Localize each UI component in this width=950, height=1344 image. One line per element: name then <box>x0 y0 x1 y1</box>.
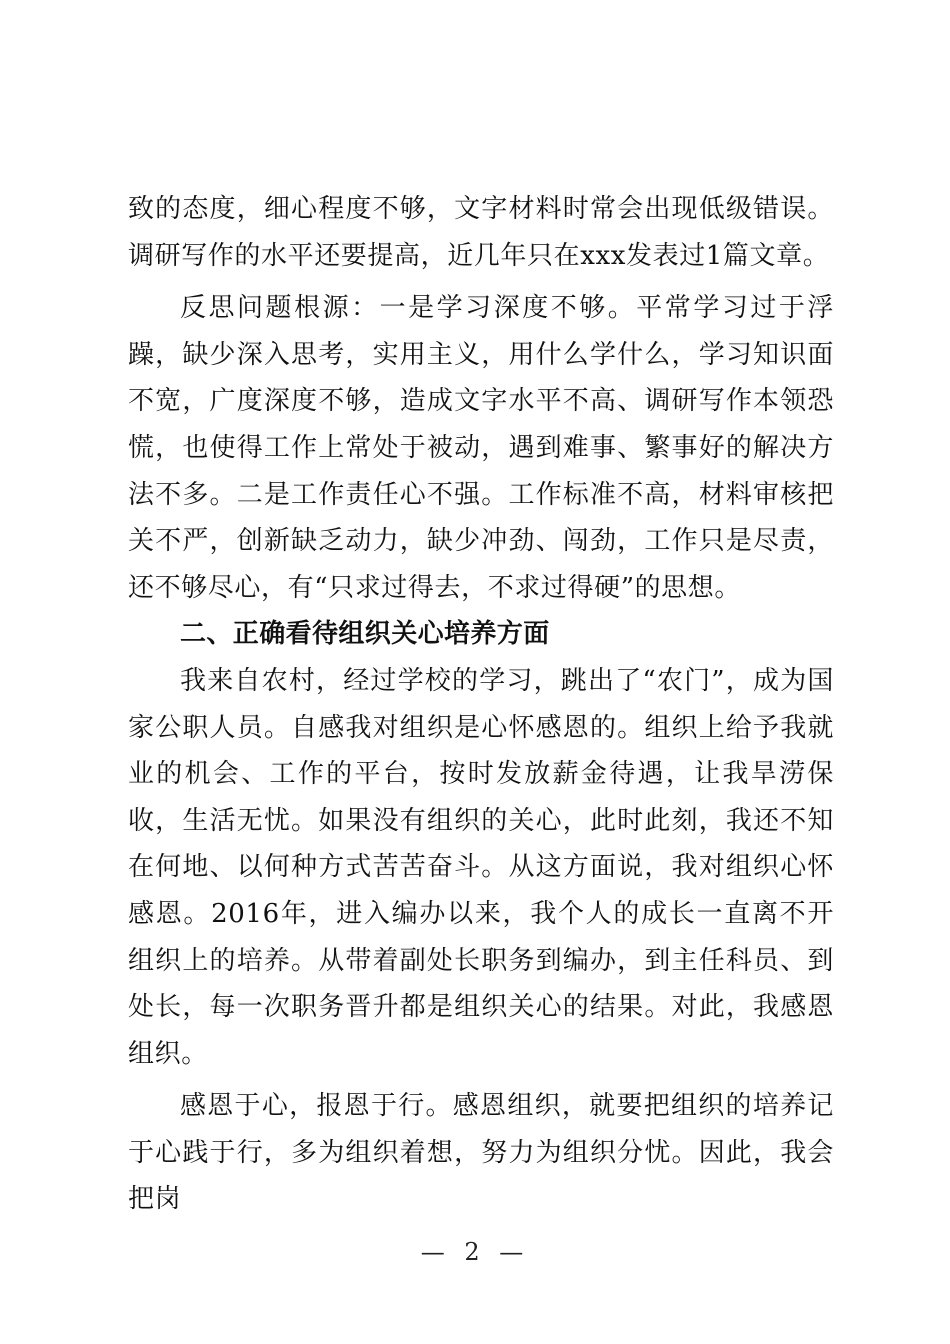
page-number: — 2 — <box>420 1238 530 1266</box>
paragraph-continuation: 致的态度，细心程度不够，文字材料时常会出现低级错误。调研写作的水平还要提高，近几年只在xxx发表过1篇文章。 <box>128 194 834 271</box>
paragraph-gratitude: 我来自农村，经过学校的学习，跳出了“农门”，成为国家公职人员。自感我对组织是心怀感恩的。组织上给予我就业的机会、工作的平台，按时发放薪金待遇，让我旱涝保收，生活无忧。如果没有组织的关心，此时此刻，我还不知在何地、以何种方式苦苦奋斗。从这方面说，我对组织心怀感恩。2016年，进入编办以来，我个人的成长一直离不开组织上的培养。从带着副处长职务到编办，到主任科员、到处长，每一次职务晋升都是组织关心的结果。对此，我感恩组织。 <box>128 665 834 1069</box>
document-body <box>128 186 834 1223</box>
paragraph-repay: 感恩于心，报恩于行。感恩组织，就要把组织的培养记于心践于行，多为组织着想，努力为组织分忧。因此，我会把岗 <box>128 1091 834 1215</box>
section-heading: 二、正确看待组织关心培养方面 <box>180 619 550 650</box>
paragraph-root-causes: 反思问题根源：一是学习深度不够。平常学习过于浮躁，缺少深入思考，实用主义，用什么学什么，学习知识面不宽，广度深度不够，造成文字水平不高、调研写作本领恐慌，也使得工作上常处于被动，遇到难事、繁事好的解决方法不多。二是工作责任心不强。工作标准不高，材料审核把关不严，创新缺乏动力，缺少冲劲、闯劲，工作只是尽责，还不够尽心，有“只求过得去，不求过得硬”的思想。 <box>128 293 834 603</box>
